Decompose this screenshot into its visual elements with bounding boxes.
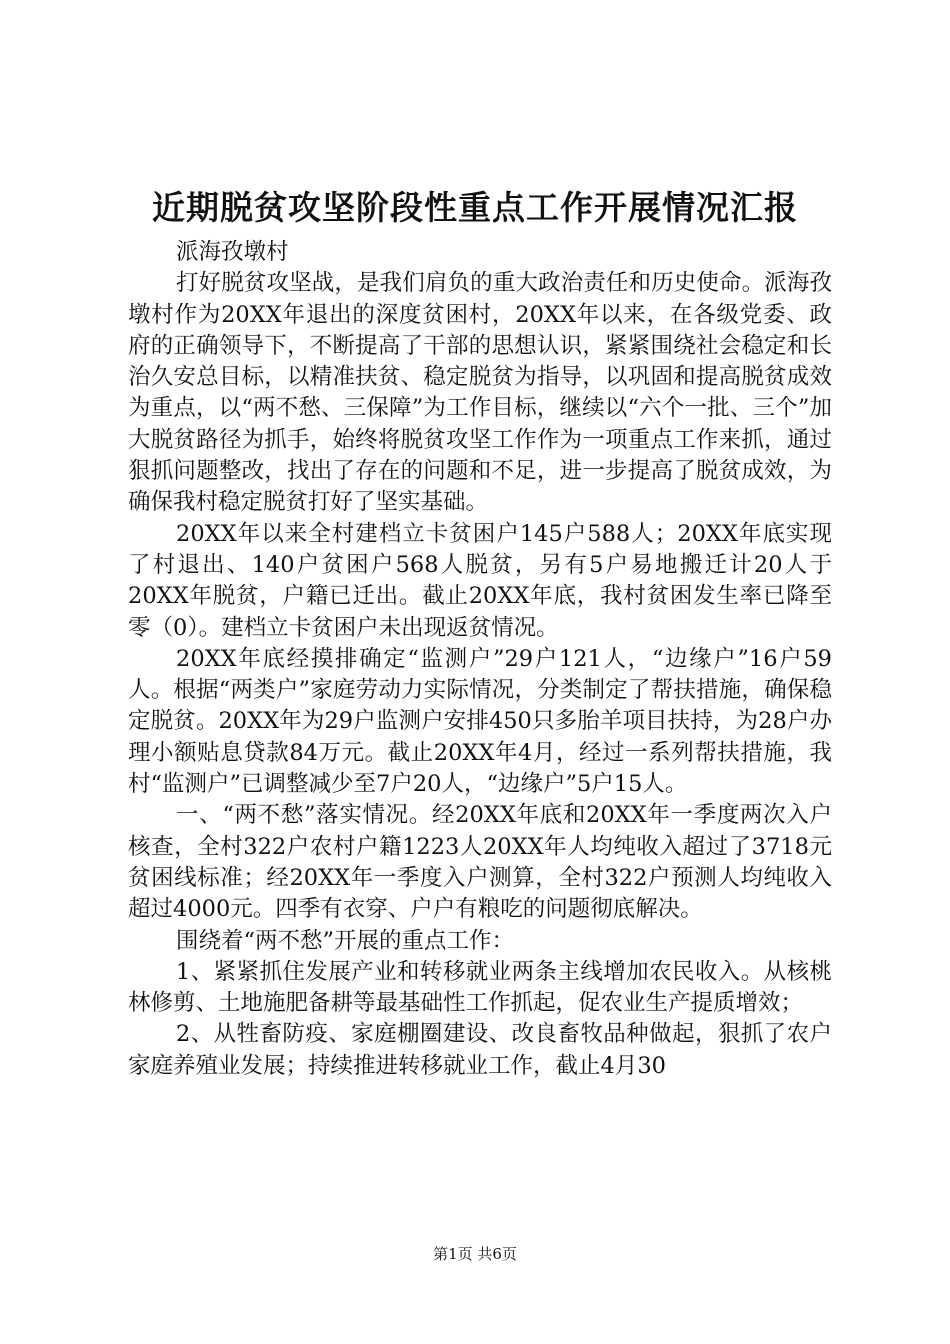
paragraph: 2、从牲畜防疫、家庭棚圈建设、改良畜牧品种做起，狠抓了农户家庭养殖业发展；持续推进转移就业工作，截止4月30 [128,1021,832,1079]
paragraph: 1、紧紧抓住发展产业和转移就业两条主线增加农民收入。从核桃林修剪、土地施肥备耕等最基础性工作抓起，促农业生产提质增效； [128,958,832,1017]
author-line: 派海孜墩村 [176,239,289,265]
paragraph: 20XX年以来全村建档立卡贫困户145户588人；20XX年底实现了村退出、140户贫困户568人脱贫，另有5户易地搬迁计20人于20XX年脱贫，户籍已迁出。截止20XX年底，我村贫困发生率已降至零（0）。建档立卡贫困户未出现返贫情况。 [128,520,832,641]
paragraph: 20XX年底经摸排确定“监测户”29户121人，“边缘户”16户59人。根据“两类户”家庭劳动力实际情况，分类制定了帮扶措施，确保稳定脱贫。20XX年为29户监测户安排450只多胎羊项目扶持，为28户办理小额贴息贷款84万元。截止20XX年4月，经过一系列帮扶措施，我村“监测户”已调整减少至7户20人，“边缘户”5户15人。 [128,645,832,798]
paragraph: 打好脱贫攻坚战，是我们肩负的重大政治责任和历史使命。派海孜墩村作为20XX年退出的深度贫困村，20XX年以来，在各级党委、政府的正确领导下，不断提高了干部的思想认识，紧紧围绕社会稳定和长治久安总目标，以精准扶贫、稳定脱贫为指导，以巩固和提高脱贫成效为重点，以“两不愁、三保障”为工作目标，继续以“六个一批、三个”加大脱贫路径为抓手，始终将脱贫攻坚工作作为一项重点工作来抓，通过狠抓问题整改，找出了存在的问题和不足，进一步提高了脱贫成效，为确保我村稳定脱贫打好了坚实基础。 [128,270,832,516]
page-footer: 第1页 共6页 [433,1245,517,1263]
paragraph: 围绕着“两不愁”开展的重点工作： [176,927,515,954]
document-title: 近期脱贫攻坚阶段性重点工作开展情况汇报 [152,188,798,227]
paragraph: 一、“两不愁”落实情况。经20XX年底和20XX年一季度两次入户核查，全村322户农村户籍1223人20XX年人均纯收入超过了3718元贫困线标准；经20XX年一季度入户测算，全村322户预测人均纯收入超过4000元。四季有衣穿、户户有粮吃的问题彻底解决。 [128,802,832,923]
document-body [128,237,832,1082]
